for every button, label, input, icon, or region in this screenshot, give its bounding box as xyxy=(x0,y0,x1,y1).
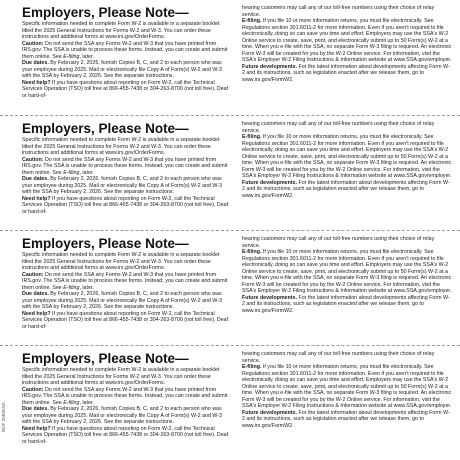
caution-text: Do not send the SSA any Forms W-2 and W-3 that you have printed from IRS.gov. The SSA is unable to process these forms. Instead, you can create and submit them online. See xyxy=(22,40,228,60)
due-dates-label: Due dates. xyxy=(22,176,49,183)
help-paragraph xyxy=(22,311,232,331)
help-label: Need help? xyxy=(22,195,51,202)
due-dates-paragraph xyxy=(22,176,232,196)
due-dates-paragraph xyxy=(22,406,232,426)
caution-label: Caution: xyxy=(22,156,44,163)
caution-text: Do not send the SSA any Forms W-2 and W-3 that you have printed from IRS.gov. The SSA is unable to process these forms. Instead, you can create and submit them online. See xyxy=(22,156,228,176)
caution-paragraph xyxy=(22,157,232,177)
due-dates-label: Due dates. xyxy=(22,291,49,298)
due-dates-paragraph xyxy=(22,291,232,311)
efiling-text: If you file 10 or more information returns, you must file electronically. See Regulations section 301.6011-2 for more information. Even if you aren't required to file electronically, doing so can save you time and effort. Employers may use the SSA's W-2 Online service to create, save, print, and electronically submit up to 50 Form(s) W-2 at a time. When you e-file with the SSA, no separate Form W-3 filing is required. An electronic Form W-3 will be created for you by the W-2 Online service. For information, visit the SSA's Employer W-2 Filing Instructions & Information website at www.SSA.gov/employer. xyxy=(242,18,452,64)
due-dates-label: Due dates. xyxy=(22,406,49,413)
caution-paragraph xyxy=(22,387,232,407)
perforation-line xyxy=(0,345,460,346)
panel-title: Employers, Please Note— xyxy=(22,5,189,20)
future-developments-text: For the latest information about developments affecting Form W-2 and its instructions, such as legislation enacted after we release them, go to www.irs.gov/FormW2. xyxy=(242,63,450,84)
help-text: If you have questions about reporting on Form W-2, call the Technical Services Operation (TSO) toll free at 866-455-7438 or 304-263-8700 (not toll free). Deaf or hard-of- xyxy=(22,310,229,331)
efiling-label: E-filing. xyxy=(242,18,262,25)
efiling-reference: E-filing xyxy=(63,399,80,406)
efiling-label: E-filing. xyxy=(242,249,262,256)
relay-paragraph: hearing customers may call any of our toll-free numbers using their choice of relay service. xyxy=(242,351,435,364)
help-paragraph xyxy=(22,80,232,100)
caution-text: Do not send the SSA any Forms W-2 and W-3 that you have printed from IRS.gov. The SSA is unable to process these forms. Instead, you can create and submit them online. See xyxy=(22,386,228,406)
right-column xyxy=(242,5,452,84)
caution-paragraph xyxy=(22,272,232,292)
future-developments-label: Future developments. xyxy=(242,409,298,416)
help-text: If you have questions about reporting on Form W-2, call the Technical Services Operation (TSO) toll free at 866-455-7438 or 304-263-8700 (not toll free). Deaf or hard-of- xyxy=(22,195,229,216)
efiling-reference-tail: , later. xyxy=(79,169,94,176)
relay-paragraph: hearing customers may call any of our toll-free numbers using their choice of relay service. xyxy=(242,121,435,134)
perforation-line xyxy=(0,115,460,116)
efiling-label: E-filing. xyxy=(242,134,262,141)
caution-label: Caution: xyxy=(22,40,44,47)
due-dates-label: Due dates. xyxy=(22,60,49,67)
relay-paragraph: hearing customers may call any of our toll-free numbers using their choice of relay service. xyxy=(242,5,435,18)
future-developments-label: Future developments. xyxy=(242,294,298,301)
right-column xyxy=(242,236,452,315)
caution-label: Caution: xyxy=(22,386,44,393)
help-label: Need help? xyxy=(22,79,51,86)
form-code: W2F 25B35SA xyxy=(1,402,6,432)
future-developments-label: Future developments. xyxy=(242,179,298,186)
efiling-text: If you file 10 or more information returns, you must file electronically. See Regulations section 301.6011-2 for more information. Even if you aren't required to file electronically, doing so can save you time and effort. Employers may use the SSA's W-2 Online service to create, save, print, and electronically submit up to 50 Form(s) W-2 at a time. When you e-file with the SSA, no separate Form W-3 filing is required. An electronic Form W-3 will be created for you by the W-2 Online service. For information, visit the SSA's Employer W-2 Filing Instructions & Information website at www.SSA.gov/employer. xyxy=(242,364,452,410)
right-column xyxy=(242,121,452,200)
employer-note-panel xyxy=(22,236,452,344)
due-dates-paragraph xyxy=(22,60,232,80)
efiling-paragraph xyxy=(242,364,452,410)
help-text: If you have questions about reporting on Form W-2, call the Technical Services Operation (TSO) toll free at 866-455-7438 or 304-263-8700 (not toll free). Deaf or hard-of- xyxy=(22,425,229,446)
help-paragraph xyxy=(22,426,232,446)
intro-paragraph: Specific information needed to complete Form W-2 is available in a separate booklet titled the 2025 General Instructions for Forms W-2 and W-3. You can order these instructions and additional forms at www.irs.gov/OrderForms. xyxy=(22,137,220,157)
future-developments-paragraph xyxy=(242,180,452,200)
left-column xyxy=(22,137,232,216)
efiling-paragraph xyxy=(242,134,452,180)
help-label: Need help? xyxy=(22,310,51,317)
efiling-reference-tail: , later. xyxy=(79,53,94,60)
help-label: Need help? xyxy=(22,425,51,432)
left-column xyxy=(22,21,232,100)
efiling-label: E-filing. xyxy=(242,364,262,371)
left-column xyxy=(22,252,232,331)
efiling-text: If you file 10 or more information returns, you must file electronically. See Regulations section 301.6011-2 for more information. Even if you aren't required to file electronically, doing so can save you time and effort. Employers may use the SSA's W-2 Online service to create, save, print, and electronically submit up to 50 Form(s) W-2 at a time. When you e-file with the SSA, no separate Form W-3 filing is required. An electronic Form W-3 will be created for you by the W-2 Online service. For information, visit the SSA's Employer W-2 Filing Instructions & Information website at www.SSA.gov/employer. xyxy=(242,134,452,180)
intro-paragraph: Specific information needed to complete Form W-2 is available in a separate booklet titled the 2025 General Instructions for Forms W-2 and W-3. You can order these instructions and additional forms at www.irs.gov/OrderForms. xyxy=(22,252,220,272)
intro-paragraph: Specific information needed to complete Form W-2 is available in a separate booklet titled the 2025 General Instructions for Forms W-2 and W-3. You can order these instructions and additional forms at www.irs.gov/OrderForms. xyxy=(22,21,220,41)
future-developments-paragraph xyxy=(242,295,452,315)
efiling-reference: E-filing xyxy=(63,53,80,60)
due-dates-text: By February 2, 2026, furnish Copies B, C, and 2 to each person who was your employee during 2025. Mail or electronically file Copy A of Form(s) W-2 and W-3 with the SSA by February 2, 2026. See the separate instructions. xyxy=(22,60,222,80)
efiling-paragraph xyxy=(242,18,452,64)
caution-text: Do not send the SSA any Forms W-2 and W-3 that you have printed from IRS.gov. The SSA is unable to process these forms. Instead, you can create and submit them online. See xyxy=(22,271,228,291)
efiling-reference-tail: , later. xyxy=(79,399,94,406)
efiling-reference: E-filing xyxy=(63,284,80,291)
efiling-reference: E-filing xyxy=(63,169,80,176)
left-column xyxy=(22,367,232,446)
perforation-line xyxy=(0,230,460,231)
future-developments-paragraph xyxy=(242,64,452,84)
future-developments-text: For the latest information about developments affecting Form W-2 and its instructions, such as legislation enacted after we release them, go to www.irs.gov/FormW2. xyxy=(242,179,450,200)
employer-note-panel xyxy=(22,121,452,229)
due-dates-text: By February 2, 2026, furnish Copies B, C, and 2 to each person who was your employee during 2025. Mail or electronically file Copy A of Form(s) W-2 and W-3 with the SSA by February 2, 2026. See the separate instructions. xyxy=(22,291,222,311)
future-developments-paragraph xyxy=(242,410,452,430)
employer-note-panel xyxy=(22,5,452,113)
intro-paragraph: Specific information needed to complete Form W-2 is available in a separate booklet titled the 2025 General Instructions for Forms W-2 and W-3. You can order these instructions and additional forms at www.irs.gov/OrderForms. xyxy=(22,367,220,387)
caution-label: Caution: xyxy=(22,271,44,278)
right-column xyxy=(242,351,452,430)
caution-paragraph xyxy=(22,41,232,61)
efiling-paragraph xyxy=(242,249,452,295)
due-dates-text: By February 2, 2026, furnish Copies B, C, and 2 to each person who was your employee during 2025. Mail or electronically file Copy A of Form(s) W-2 and W-3 with the SSA by February 2, 2026. See the separate instructions. xyxy=(22,406,222,426)
help-paragraph xyxy=(22,196,232,216)
employer-note-panel xyxy=(22,351,452,459)
panel-title: Employers, Please Note— xyxy=(22,351,189,366)
panel-title: Employers, Please Note— xyxy=(22,236,189,251)
help-text: If you have questions about reporting on Form W-2, call the Technical Services Operation (TSO) toll free at 866-455-7438 or 304-263-8700 (not toll free). Deaf or hard-of- xyxy=(22,79,229,100)
future-developments-text: For the latest information about developments affecting Form W-2 and its instructions, such as legislation enacted after we release them, go to www.irs.gov/FormW2. xyxy=(242,294,450,315)
future-developments-text: For the latest information about developments affecting Form W-2 and its instructions, such as legislation enacted after we release them, go to www.irs.gov/FormW2. xyxy=(242,409,450,430)
due-dates-text: By February 2, 2026, furnish Copies B, C, and 2 to each person who was your employee during 2025. Mail or electronically file Copy A of Form(s) W-2 and W-3 with the SSA by February 2, 2026. See the separate instructions. xyxy=(22,176,222,196)
future-developments-label: Future developments. xyxy=(242,63,298,70)
relay-paragraph: hearing customers may call any of our toll-free numbers using their choice of relay service. xyxy=(242,236,435,249)
efiling-reference-tail: , later. xyxy=(79,284,94,291)
panel-title: Employers, Please Note— xyxy=(22,121,189,136)
efiling-text: If you file 10 or more information returns, you must file electronically. See Regulations section 301.6011-2 for more information. Even if you aren't required to file electronically, doing so can save you time and effort. Employers may use the SSA's W-2 Online service to create, save, print, and electronically submit up to 50 Form(s) W-2 at a time. When you e-file with the SSA, no separate Form W-3 filing is required. An electronic Form W-3 will be created for you by the W-2 Online service. For information, visit the SSA's Employer W-2 Filing Instructions & Information website at www.SSA.gov/employer. xyxy=(242,249,452,295)
